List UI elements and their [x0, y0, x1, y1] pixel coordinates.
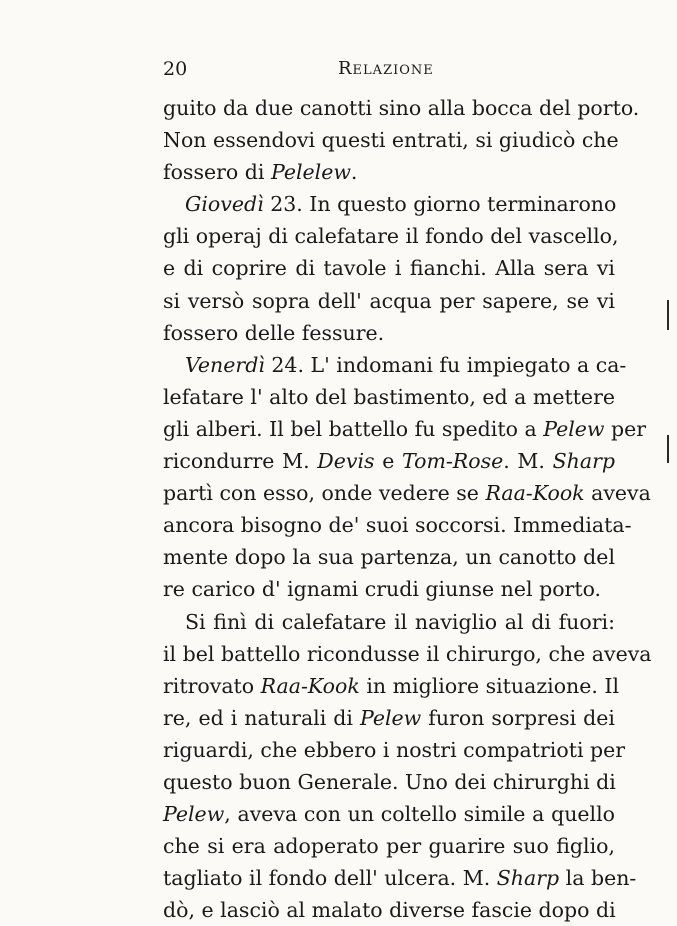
text-line: il bel battello ricondusse il chirurgo, che aveva: [163, 641, 652, 666]
place-name: Pelew: [359, 705, 422, 730]
running-title: Relazione: [338, 58, 434, 79]
place-name: Pelew: [543, 416, 605, 441]
text-line: Pelew, aveva con un coltello simile a quello: [163, 802, 615, 827]
text-line: guito da due canotti sino alla bocca del porto.: [163, 96, 640, 120]
text-line: re carico d' ignami crudi giunse nel porto.: [163, 577, 602, 602]
place-name: Pelelew: [270, 160, 351, 185]
person-name: Tom-Rose: [402, 449, 504, 474]
text-line: re, ed i naturali di Pelew furon sorpresi dei: [163, 705, 615, 730]
day-name: Venerdì: [185, 352, 265, 377]
page-edge-mark: [667, 435, 669, 463]
text-line: fossero delle fessure.: [163, 320, 385, 345]
page-header: [0, 58, 677, 88]
page-edge-mark: [667, 300, 669, 330]
day-name: Giovedì: [185, 192, 264, 217]
text-line: partì con esso, onde vedere se Raa-Kook aveva: [163, 481, 651, 506]
page-number: 20: [163, 58, 188, 80]
text-line: ancora bisogno de' suoi soccorsi. Immediata-: [163, 513, 632, 538]
person-name: Devis: [317, 449, 375, 474]
text-line: ritrovato Raa-Kook in migliore situazione. Il: [163, 673, 620, 698]
person-name: Raa-Kook: [260, 673, 360, 698]
text-line: Giovedì 23. In questo giorno terminarono: [185, 192, 617, 217]
text-line: questo buon Generale. Uno dei chirurghi di: [163, 769, 616, 794]
text-line: gli alberi. Il bel battello fu spedito a Pelew per: [163, 416, 647, 441]
text-line: che si era adoperato per guarire suo figlio,: [163, 834, 615, 859]
text-line: dò, e lasciò al malato diverse fascie dopo di: [163, 898, 616, 923]
text-line: e di coprire di tavole i fianchi. Alla sera vi: [163, 256, 615, 281]
text-line: Venerdì 24. L' indomani fu impiegato a ca-: [185, 352, 627, 377]
text-line: gli operaj di calefatare il fondo del vascello,: [163, 224, 619, 249]
person-name: Sharp: [552, 449, 616, 474]
text-line: riguardi, che ebbero i nostri compatrioti per: [163, 737, 626, 762]
text-line: si versò sopra dell' acqua per sapere, se vi: [163, 288, 615, 313]
text-line: lefatare l' alto del bastimento, ed a mettere: [163, 384, 615, 409]
person-name: Raa-Kook: [485, 481, 585, 506]
text-line: tagliato il fondo dell' ulcera. M. Sharp la ben-: [163, 866, 637, 891]
text-line: fossero di Pelelew.: [163, 160, 358, 185]
text-line: ricondurre M. Devis e Tom-Rose. M. Sharp: [163, 449, 616, 474]
text-line: mente dopo la sua partenza, un canotto del: [163, 545, 615, 570]
place-name: Pelew: [163, 802, 225, 827]
text-line: Non essendovi questi entrati, si giudicò che: [163, 128, 619, 153]
text-line: Si finì di calefatare il naviglio al di fuori:: [185, 609, 615, 634]
body-text: [163, 92, 652, 926]
person-name: Sharp: [496, 866, 560, 891]
